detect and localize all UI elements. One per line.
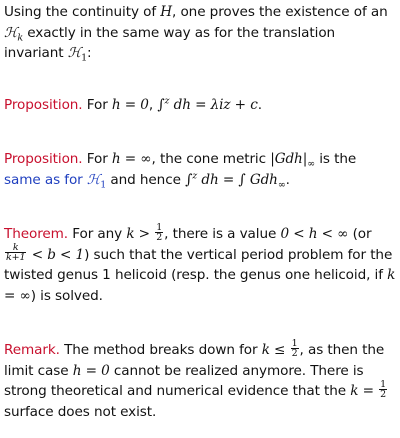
theorem-fraction-k <box>5 243 26 262</box>
theorem-heading: Theorem. <box>4 226 69 242</box>
intro-text-4: : <box>87 45 92 61</box>
proposition-2-integral-sign-1: ∫ <box>185 171 193 188</box>
intro-text-2: , one proves the existence of an <box>172 4 388 20</box>
proposition-2-H1-symbol: ℋ <box>86 171 101 188</box>
proposition-2-heading: Proposition. <box>4 151 83 167</box>
theorem-fraction-half <box>155 223 163 242</box>
intro-math-H1-subscript: 1 <box>81 52 88 64</box>
proposition-1-integral-upper: z <box>164 94 170 106</box>
theorem-fraction-half-numerator: 1 <box>156 221 163 233</box>
intro-math-H1 <box>67 45 88 64</box>
proposition-1-integral-sign: ∫ <box>157 96 165 113</box>
proposition-2-H1-subscript: 1 <box>100 179 107 191</box>
theorem-math-b-range: < b < 1 <box>27 246 85 263</box>
remark-text-4: surface does not exist. <box>4 403 157 420</box>
intro-math-H-symbol: H <box>160 4 173 20</box>
proposition-2-math-hinf: h = ∞ <box>111 151 152 167</box>
theorem-text-3: (or <box>348 226 372 242</box>
theorem-text-4: ) such that the vertical period problem for the twisted genus 1 helicoid (resp. the genus one helicoid, if <box>4 246 393 283</box>
intro-math-Hk <box>4 24 24 44</box>
proposition-2-text-4: and hence <box>106 171 186 188</box>
proposition-2-math-H1 <box>86 171 107 191</box>
theorem-text-2: , there is a value <box>164 226 281 242</box>
remark-math-h0: h = 0 <box>72 362 110 379</box>
proposition-1-text-2: , <box>148 96 158 113</box>
proposition-2-metric-subscript: ∞ <box>307 158 316 170</box>
proposition-2-text-3: is the <box>315 151 357 167</box>
intro-text-1: Using the continuity of <box>4 4 161 20</box>
theorem <box>4 221 396 306</box>
proposition-2-blue-span <box>4 171 107 191</box>
remark-math-k-eq: k = <box>350 383 379 399</box>
remark-fraction-half-2-denominator: 2 <box>380 388 387 400</box>
theorem-fraction-k-numerator: k <box>5 243 26 253</box>
proposition-2-metric-body: |Gdh| <box>270 151 308 167</box>
theorem-fraction-k-denominator: k+1 <box>6 252 26 263</box>
theorem-text-5: ) is solved. <box>30 287 103 304</box>
proposition-2-text-5: . <box>285 171 290 188</box>
proposition-1-integral-body: dh = λiz + c <box>169 96 258 113</box>
proposition-2-integral-sign-2: ∫ <box>238 171 246 188</box>
remark-math-k-le: k ≤ <box>261 342 290 358</box>
remark-fraction-half-1 <box>291 339 299 358</box>
intro-math-H <box>160 4 172 20</box>
remark-text-2: , as then the limit case <box>4 342 385 379</box>
proposition-1-heading: Proposition. <box>4 96 83 113</box>
intro-math-H1-symbol: ℋ <box>67 45 82 61</box>
intro-text-3: exactly in the same way as for the translation invariant <box>4 24 336 61</box>
remark-text-1: The method breaks down for <box>59 342 262 358</box>
theorem-fraction-half-denominator: 2 <box>156 231 163 243</box>
proposition-2-integral <box>185 169 286 191</box>
remark-fraction-half-2-numerator: 1 <box>380 378 387 390</box>
proposition-2-math-metric <box>270 151 316 170</box>
proposition-2-text-1: For <box>82 151 112 167</box>
proposition-1 <box>4 95 396 116</box>
proposition-2-text-2: , the cone metric <box>151 151 271 167</box>
proposition-2-integral-upper: z <box>192 169 198 181</box>
proposition-2-blue-text: same as for <box>4 171 87 188</box>
theorem-text-1: For any <box>68 226 127 242</box>
proposition-1-text-1: For <box>82 96 112 113</box>
intro-math-Hk-subscript: k <box>17 32 24 44</box>
proposition-2-integral-body-1: dh = <box>197 171 239 188</box>
proposition-1-text-3: . <box>257 96 262 113</box>
remark-fraction-half-1-denominator: 2 <box>291 347 298 359</box>
proposition-2-integral-subscript: ∞ <box>277 179 286 191</box>
proposition-2-integral-body-2: Gdh <box>245 171 278 188</box>
remark-fraction-half-1-numerator: 1 <box>291 337 298 349</box>
remark-heading: Remark. <box>4 342 60 358</box>
remark-text-3: cannot be realized anymore. There is strong theoretical and numerical evidence that the <box>4 362 364 399</box>
remark <box>4 337 396 422</box>
remark-fraction-half-2 <box>379 380 387 399</box>
theorem-math-k-inf: k = ∞ <box>4 267 396 304</box>
intro-paragraph <box>4 2 396 64</box>
intro-math-Hk-symbol: ℋ <box>4 24 18 41</box>
theorem-math-k-gt: k > <box>126 226 155 242</box>
proposition-1-math-h0: h = 0 <box>111 96 149 113</box>
proposition-1-integral <box>157 94 258 113</box>
theorem-math-h-range: 0 < h < ∞ <box>280 226 349 242</box>
proposition-2 <box>4 149 396 190</box>
